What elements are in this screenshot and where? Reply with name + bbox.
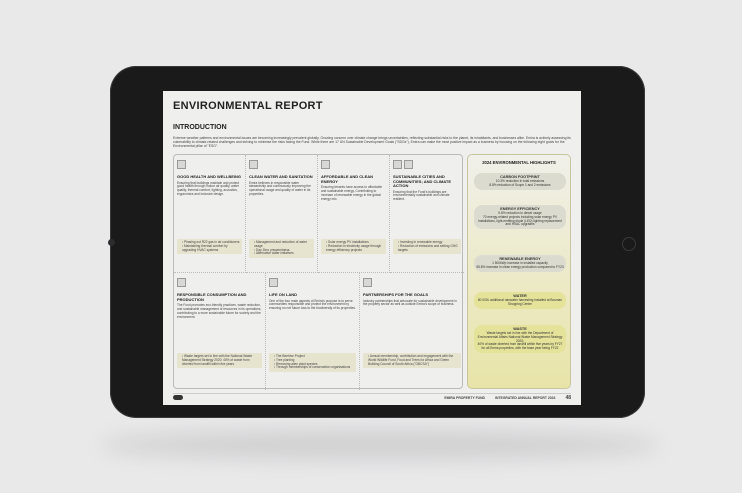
goal-body: The Fund promotes eco-friendly practices, waste reduction, and sustainable management of resources in its operations, contributing to a more sustainable future for society and the environment. <box>177 303 262 319</box>
bullet: • Removing alien plant species <box>271 363 354 367</box>
bullet: • Reduction of emissions and setting GHG targets <box>395 245 459 253</box>
sdg-partnerships-icon <box>363 278 372 287</box>
highlight-line: 1 500kWp increase in installed capacity <box>492 261 548 265</box>
footer-brand: EMIRA PROPERTY FUND <box>444 395 486 400</box>
highlight-water <box>474 292 566 309</box>
bullet: • Waste targets set in line with the National Waste Management Strategy 2020: 40% of waste from diverted from landfill within five years <box>179 355 260 366</box>
footer-tab-icon <box>173 395 183 400</box>
goal-body: Emira believes in responsible water stewardship and continuously improving the operational usage and quality of water in its properties. <box>249 180 311 197</box>
bullet: • Tree planting <box>271 359 354 363</box>
sdg-cities-icon <box>393 160 402 169</box>
highlight-line: 40% of waste diverted from landfill within five years by FY27 for all Emira properties, with the base year being FY22 <box>477 342 563 351</box>
highlights-heading: 2024 ENVIRONMENTAL HIGHLIGHTS <box>482 160 556 165</box>
bullet: • Management and reduction of water usage <box>251 241 312 249</box>
goal-bullets <box>177 239 242 254</box>
bullet: • Reduction in electricity usage through energy efficiency projects <box>323 245 384 253</box>
goal-body: Ensuring that buildings maintain and protect good health through indoor air quality, water quality, thermal comfort, lighting, acoustics, ergonomics and inclusive design. <box>177 180 240 197</box>
sdg-consumption-icon <box>177 278 186 287</box>
highlight-head: CARBON FOOTPRINT <box>500 175 540 179</box>
bullet: • Maintaining thermal comfort by upgrading HVAC systems <box>179 245 240 253</box>
goal-title: GOOD HEALTH AND WELLBEING <box>177 174 241 179</box>
highlights-panel <box>467 154 571 389</box>
bullet: • Through memberships of conservation organisations <box>271 366 354 370</box>
highlight-line: 8.8% reduction of Scope 1 and 2 emissions <box>489 182 551 187</box>
sdg-land-icon <box>269 278 278 287</box>
highlight-head: WASTE <box>513 327 527 331</box>
goal-bullets <box>321 239 386 254</box>
highlight-head: RENEWABLE ENERGY <box>499 257 541 261</box>
page-footer <box>173 393 571 401</box>
goal-card-energy <box>318 155 390 273</box>
goal-body: Ensuring that the Fund's buildings are environmentally sustainable and climate resilient. <box>393 189 450 202</box>
bullet: • Investing in renewable energy <box>395 241 459 245</box>
page-title: ENVIRONMENTAL REPORT <box>173 100 323 112</box>
goal-card-health <box>174 155 246 273</box>
highlight-waste <box>474 325 566 353</box>
sdg-health-icon <box>177 160 186 169</box>
sdg-goals-grid <box>173 154 463 389</box>
goal-title: CLEAN WATER AND SANITATION <box>249 174 313 179</box>
highlight-line: 80 000L additional rainwater harvesting installed at Bosman Shopping Centre <box>477 298 563 306</box>
highlight-line: 55.8% increase in clean energy production compared to FY23 <box>476 264 564 269</box>
bullet: • Alternative water initiatives <box>251 252 312 256</box>
goal-bullets <box>249 239 314 258</box>
home-button[interactable] <box>622 237 636 251</box>
bullet: • Phasing out R22 gas in air conditioners <box>179 241 240 245</box>
goal-title: AFFORDABLE AND CLEAN ENERGY <box>321 174 374 184</box>
highlight-line: 10.3% reduction in total emissions <box>495 179 545 183</box>
goal-card-land <box>266 273 360 390</box>
highlight-line: 5.8% reduction in diesel usage <box>498 211 542 215</box>
goal-card-consumption <box>174 273 266 390</box>
goal-title: LIFE ON LAND <box>269 292 297 297</box>
footer-report: INTEGRATED ANNUAL REPORT 2024 <box>495 395 556 400</box>
highlight-carbon <box>474 173 566 190</box>
highlight-head: WATER <box>513 294 527 298</box>
goal-title: PARTNERSHIPS FOR THE GOALS <box>363 292 429 297</box>
highlight-line: Waste targets set in line with the Department of Environmental Affairs National Waste Management Strategy 2020: <box>477 331 563 343</box>
goal-card-cities <box>390 155 464 273</box>
highlight-head: ENERGY EFFICIENCY <box>500 207 540 211</box>
goal-body: Ensuring tenants have access to affordable and sustainable energy. Contributing to increase of renewable energy in the global energy mix. <box>321 185 383 201</box>
section-title: INTRODUCTION <box>173 124 227 131</box>
sdg-climate-icon <box>404 160 413 169</box>
tablet-screen <box>163 91 581 405</box>
goal-bullets <box>269 353 356 372</box>
sdg-energy-icon <box>321 160 330 169</box>
goal-card-water <box>246 155 318 273</box>
highlight-line: 70 energy-related projects including solar energy PV installations, light-emitting diode (LED) lighting replacement and HVAC upgrades <box>478 214 562 227</box>
goal-title: SUSTAINABLE CITIES AND COMMUNITIES; AND CLIMATE ACTION <box>393 174 451 188</box>
goal-bullets <box>177 353 262 368</box>
goal-body: One of the four main aspects of Emira's purpose is to serve communities responsible and protect the environment by ensuring no net future loss to the biodiversity of its properties. <box>269 298 356 311</box>
goal-body: Industry partnerships that advocate for sustainable development in the property sector as well as outside Emira's scope of business. <box>363 298 457 307</box>
intro-text: Extreme weather patterns and environmental issues are becoming increasingly prevalent globally. Growing concern over climate change brings uncertainties, reflecting substantial risks to the planet, its inhabitants, and businesses alike. Emira is actively assessing its vulnerability to climate-related challenges and striving to minimise the risks facing the Fund. While there are 17 UN Sustainable Development Goals ("SDGs"), Emira can make the most positive impact as a business by focusing on the following eight goals for the Environmental pillar of "ESG". <box>173 136 571 149</box>
bullet: • The Beehive Project <box>271 355 354 359</box>
page-number: 48 <box>565 394 571 401</box>
highlight-energy <box>474 205 566 229</box>
bullet: • Annual membership, contribution and engagement with the World Wildlife Fund, Food and Trees for Africa and Green Building Council of South Africa ("GBCSA") <box>365 355 459 366</box>
goal-bullets <box>363 353 461 368</box>
goal-title: RESPONSIBLE CONSUMPTION AND PRODUCTION <box>177 292 247 302</box>
goal-card-partnerships <box>360 273 464 390</box>
tablet-shadow <box>100 430 660 460</box>
goal-bullets <box>393 239 461 254</box>
bullet: • Solar energy PV installations <box>323 241 384 245</box>
camera-icon <box>108 239 115 246</box>
sdg-water-icon <box>249 160 258 169</box>
bullet: • Day Zero preparedness <box>251 249 312 253</box>
highlight-renewable <box>474 255 566 272</box>
